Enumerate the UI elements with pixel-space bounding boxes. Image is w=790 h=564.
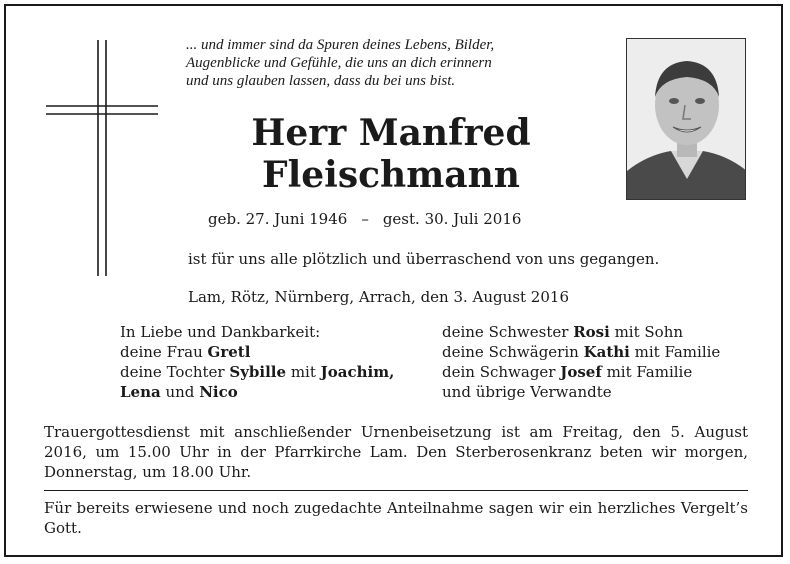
mourner-line: [120, 382, 394, 402]
birth-date: geb. 27. Juni 1946: [208, 210, 348, 228]
motto-line: Augenblicke und Gefühle, die uns an dich erinnern: [186, 55, 492, 71]
motto-line: und uns glauben lassen, dass du bei uns bist.: [186, 73, 456, 89]
mourners-intro: In Liebe und Dankbarkeit:: [120, 323, 321, 341]
mourner-name: Sybille: [229, 363, 287, 381]
place-date: Lam, Rötz, Nürnberg, Arrach, den 3. August 2016: [188, 288, 569, 306]
relation-suffix: mit Sohn: [609, 323, 684, 341]
obituary-notice: [4, 4, 783, 557]
mourner-line: [120, 362, 394, 382]
mourner-name: Rosi: [573, 323, 610, 341]
mourner-name: Lena: [120, 383, 161, 401]
deceased-name: [156, 112, 626, 196]
relation-label: deine Schwester: [442, 323, 574, 341]
date-dash: –: [361, 210, 369, 228]
relation-label: deine Schwägerin: [442, 343, 584, 361]
cross-icon: [46, 40, 158, 276]
death-date: gest. 30. Juli 2016: [382, 210, 522, 228]
service-details: Trauergottesdienst mit anschließender Urnenbeisetzung ist am Freitag, den 5. August 2016, um 15.00 Uhr in der Pfarrkirche Lam. Den Sterberosenkranz beten wir morgen, Donnerstag, um 18.00 Uhr.: [44, 423, 748, 481]
mourners-left-column: [120, 322, 394, 402]
life-dates: [208, 210, 521, 228]
mourner-line: und übrige Verwandte: [442, 383, 612, 401]
thanks-text: Für bereits erwiesene und noch zugedachte Anteilnahme sagen wir ein herzliches Vergelt’s Gott.: [44, 499, 748, 537]
relation-suffix: mit Familie: [629, 343, 721, 361]
relation-suffix: mit Familie: [601, 363, 693, 381]
motto-line: ... und immer sind da Spuren deines Lebens, Bilder,: [186, 37, 495, 53]
divider-rule: [44, 490, 748, 491]
connector-text: und: [160, 383, 200, 401]
name-line: Herr Manfred: [251, 112, 531, 154]
portrait-photo: [626, 38, 746, 200]
mourner-name: Joachim,: [320, 363, 395, 381]
relation-label: deine Tochter: [120, 363, 230, 381]
mourner-line: [120, 342, 394, 362]
mourner-name: Gretl: [207, 343, 251, 361]
mourner-line: [442, 362, 720, 382]
mourners-right-column: [442, 322, 720, 402]
motto-quote: [186, 36, 606, 90]
relation-label: deine Frau: [120, 343, 208, 361]
mourner-name: Josef: [560, 363, 602, 381]
name-line: Fleischmann: [262, 154, 520, 196]
announcement-text: ist für uns alle plötzlich und überraschend von uns gegangen.: [188, 250, 660, 268]
mourner-name: Nico: [199, 383, 238, 401]
relation-label: dein Schwager: [442, 363, 561, 381]
connector-text: mit: [286, 363, 321, 381]
mourner-line: [442, 342, 720, 362]
mourner-line: [442, 322, 720, 342]
mourner-name: Kathi: [583, 343, 630, 361]
